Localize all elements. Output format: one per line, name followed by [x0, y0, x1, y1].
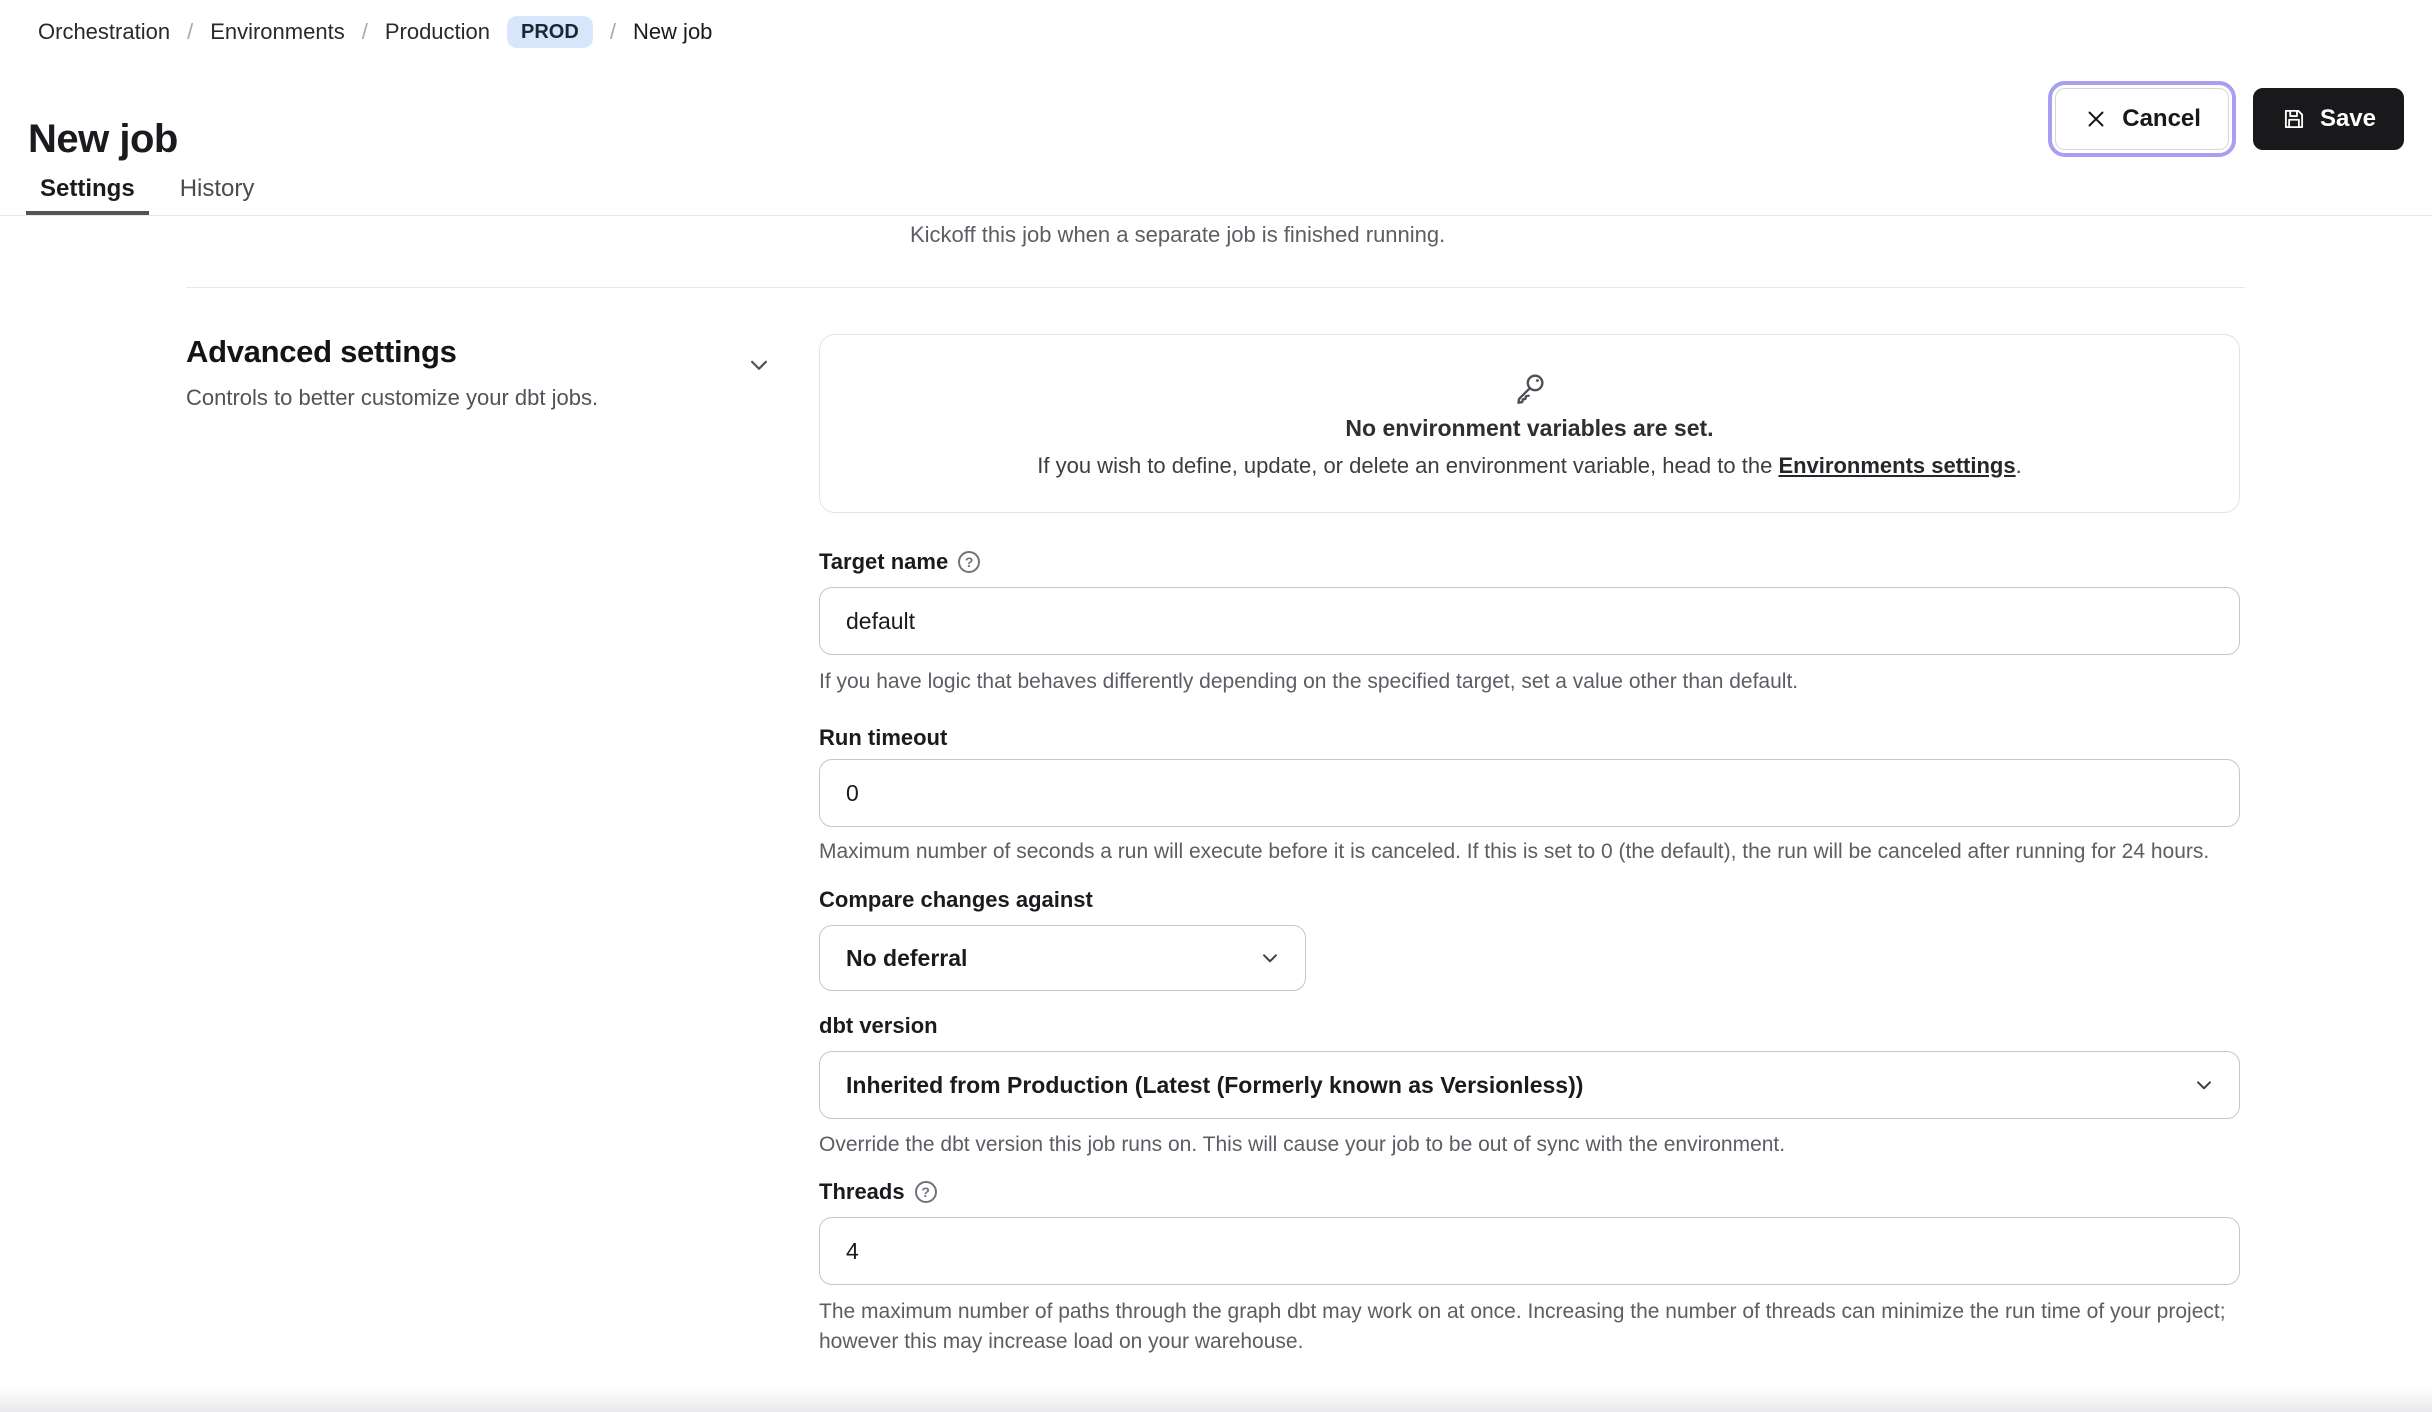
threads-field-group — [819, 1179, 2240, 1357]
tab-bar — [26, 175, 268, 216]
breadcrumb-separator: / — [187, 19, 194, 44]
bottom-scroll-shadow — [0, 1386, 2432, 1412]
compare-changes-field-group — [819, 887, 2240, 991]
tabbar-divider — [0, 215, 2432, 216]
env-vars-empty-title: No environment variables are set. — [1345, 414, 1714, 441]
run-timeout-help-text: Maximum number of seconds a run will execute before it is canceled. If this is set to 0 (the default), the run will be canceled after running for 24 hours. — [819, 840, 2210, 863]
prod-badge: PROD — [507, 16, 593, 48]
breadcrumb-item-production[interactable]: Production — [384, 19, 491, 44]
breadcrumb-separator: / — [609, 19, 616, 44]
key-icon — [1511, 369, 1549, 407]
run-timeout-field-group — [819, 725, 2240, 867]
breadcrumb-item-orchestration[interactable]: Orchestration — [38, 19, 171, 44]
tab-settings[interactable]: Settings — [26, 175, 149, 216]
target-name-help-text: If you have logic that behaves differently depending on the specified target, set a value other than default. — [819, 670, 1799, 693]
target-name-input[interactable] — [819, 587, 2240, 655]
advanced-settings-title: Advanced settings — [186, 334, 457, 369]
dbt-version-label: dbt version — [819, 1013, 938, 1038]
tab-history[interactable]: History — [179, 175, 255, 202]
advanced-settings-form — [819, 334, 2240, 1357]
breadcrumb-item-environments[interactable]: Environments — [210, 19, 345, 44]
collapse-chevron-down-icon[interactable] — [744, 350, 774, 380]
chevron-down-icon — [1257, 945, 1283, 971]
help-icon[interactable]: ? — [958, 551, 980, 573]
breadcrumb-item-new-job: New job — [632, 19, 713, 44]
env-vars-description-period: . — [2015, 452, 2022, 478]
env-vars-empty-description — [1037, 453, 2021, 479]
dbt-version-help-text: Override the dbt version this job runs on. This will cause your job to be out of sync with the environment. — [819, 1133, 1786, 1156]
help-icon[interactable]: ? — [915, 1181, 937, 1203]
threads-label: Threads — [819, 1179, 905, 1204]
kickoff-description: Kickoff this job when a separate job is finished running. — [910, 222, 1446, 247]
run-timeout-input[interactable] — [819, 759, 2240, 827]
chevron-down-icon — [2191, 1072, 2217, 1098]
dbt-version-selected-value: Inherited from Production (Latest (Formerly known as Versionless)) — [846, 1071, 1584, 1098]
advanced-settings-subtitle: Controls to better customize your dbt jobs. — [186, 385, 599, 410]
breadcrumb — [38, 16, 712, 48]
cancel-button[interactable] — [2055, 88, 2229, 150]
dbt-version-field-group — [819, 1013, 2240, 1160]
target-name-field-group — [819, 549, 2240, 697]
section-divider — [186, 287, 2245, 288]
compare-changes-selected-value: No deferral — [846, 944, 968, 971]
page-title: New job — [28, 116, 178, 161]
threads-help-text: The maximum number of paths through the graph dbt may work on at once. Increasing the number of threads can minimize the run time of your project; however this may increase load on your warehouse. — [819, 1300, 2226, 1353]
header-actions — [2055, 88, 2404, 150]
compare-changes-label: Compare changes against — [819, 887, 1093, 912]
breadcrumb-separator: / — [361, 19, 368, 44]
environments-settings-link[interactable]: Environments settings — [1778, 452, 2016, 478]
save-button[interactable] — [2253, 88, 2404, 150]
run-timeout-label: Run timeout — [819, 725, 948, 750]
env-vars-description-text: If you wish to define, update, or delete an environment variable, head to the — [1037, 452, 1773, 478]
close-icon — [2083, 106, 2109, 132]
compare-changes-select[interactable] — [819, 925, 1306, 991]
save-button-label: Save — [2319, 105, 2376, 132]
target-name-label: Target name — [819, 549, 949, 574]
cancel-button-label: Cancel — [2122, 105, 2201, 132]
floppy-disk-icon — [2281, 106, 2307, 132]
advanced-settings-header — [186, 334, 726, 411]
dbt-version-select[interactable] — [819, 1051, 2240, 1119]
threads-input[interactable] — [819, 1217, 2240, 1285]
env-vars-card — [819, 334, 2240, 513]
